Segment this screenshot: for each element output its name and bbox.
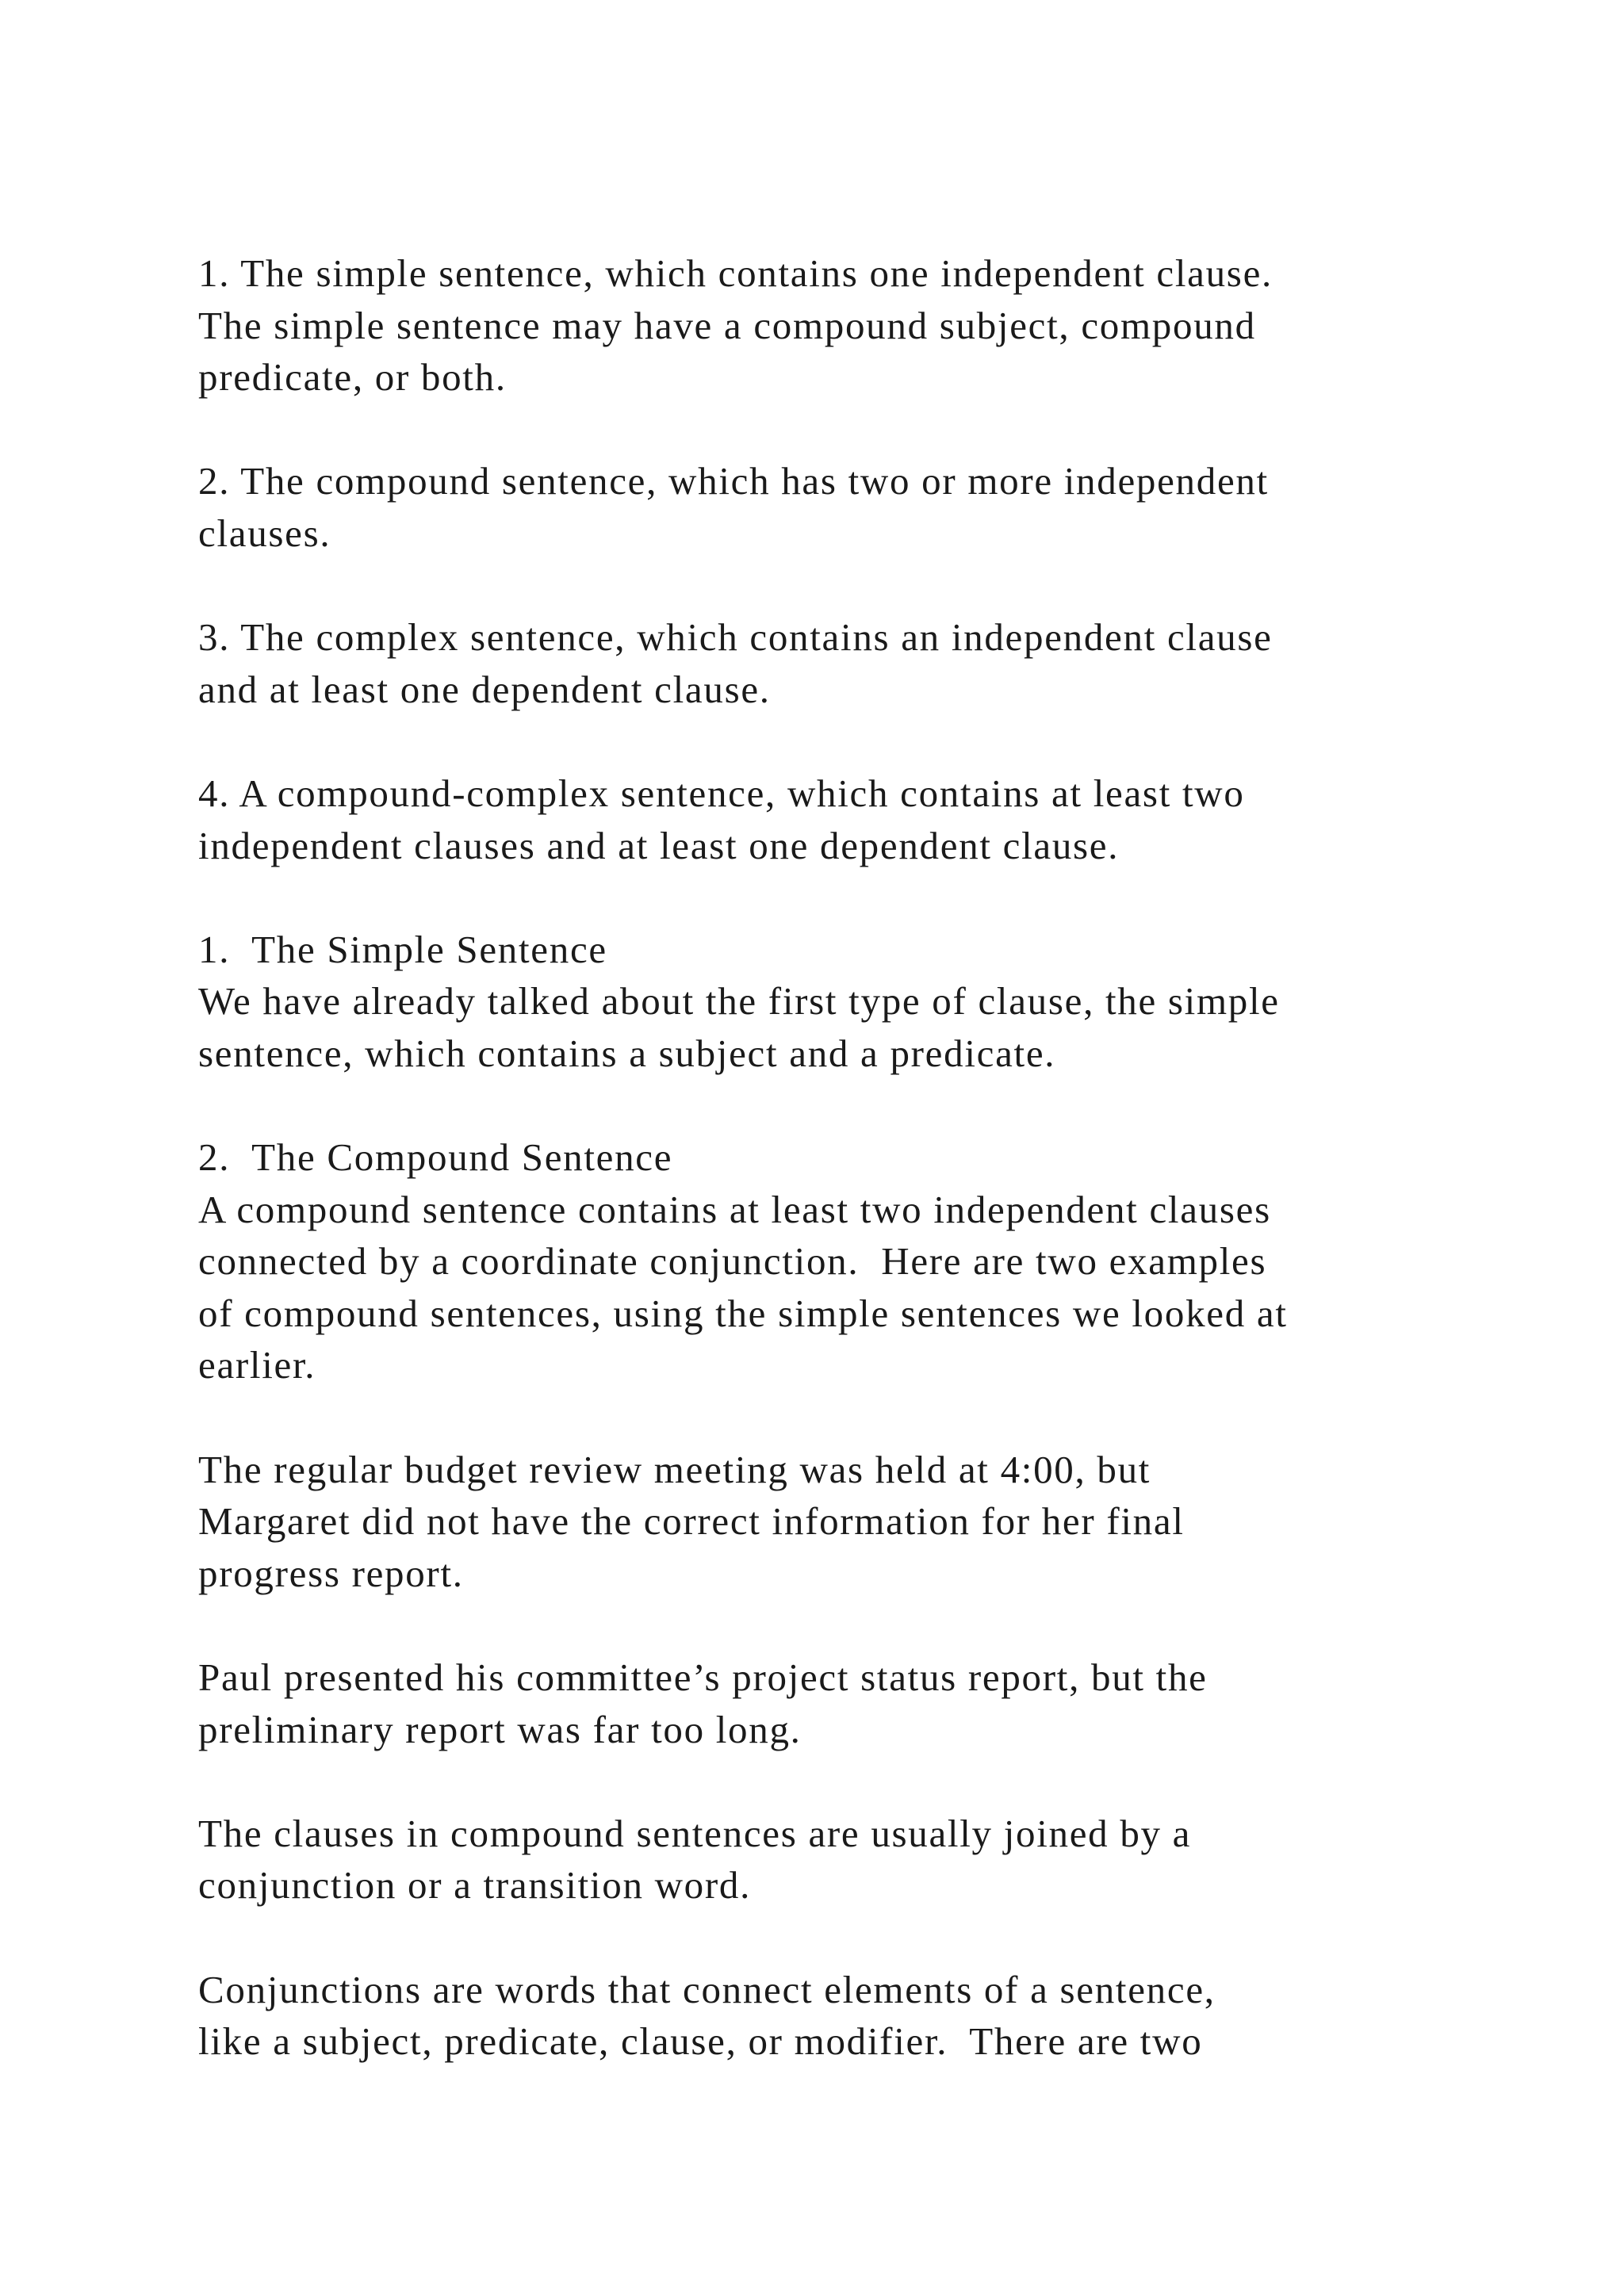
text-line: 1. The simple sentence, which contains one independent clause. — [198, 251, 1273, 295]
text-line: independent clauses and at least one dependent clause. — [198, 823, 1120, 867]
paragraph-sentence-type-2 — [198, 455, 1467, 559]
text-line: predicate, or both. — [198, 355, 507, 400]
text-line: connected by a coordinate conjunction. Here are two examples — [198, 1239, 1267, 1284]
text-line: 2. The compound sentence, which has two or more independent — [198, 459, 1269, 503]
text-line: The simple sentence may have a compound subject, compound — [198, 303, 1256, 347]
text-line: and at least one dependent clause. — [198, 667, 771, 711]
text-line: The clauses in compound sentences are usually joined by a — [198, 1811, 1192, 1855]
text-line: Conjunctions are words that connect elements of a sentence, — [198, 1967, 1216, 2011]
example-paragraph-2 — [198, 1651, 1467, 1755]
paragraph-conjunctions — [198, 1964, 1467, 2068]
section-compound-sentence — [198, 1131, 1467, 1391]
section-heading: 2. The Compound Sentence — [198, 1135, 673, 1180]
text-line: 4. A compound-complex sentence, which contains at least two — [198, 771, 1245, 815]
text-line: conjunction or a transition word. — [198, 1863, 752, 1908]
paragraph-sentence-type-1 — [198, 247, 1467, 404]
text-line: progress report. — [198, 1551, 464, 1595]
document-body — [198, 247, 1467, 2119]
text-line: earlier. — [198, 1343, 316, 1387]
text-line: We have already talked about the first type of clause, the simple — [198, 979, 1280, 1024]
text-line: like a subject, predicate, clause, or modifier. There are two — [198, 2019, 1203, 2064]
text-line: of compound sentences, using the simple sentences we looked at — [198, 1291, 1288, 1335]
text-line: clauses. — [198, 511, 331, 555]
text-line: A compound sentence contains at least two independent clauses — [198, 1187, 1271, 1231]
text-line: Paul presented his committee’s project status report, but the — [198, 1655, 1208, 1700]
paragraph-sentence-type-4 — [198, 767, 1467, 871]
section-heading: 1. The Simple Sentence — [198, 927, 607, 971]
text-line: sentence, which contains a subject and a predicate. — [198, 1031, 1056, 1075]
paragraph-sentence-type-3 — [198, 611, 1467, 715]
text-line: The regular budget review meeting was held at 4:00, but — [198, 1447, 1151, 1491]
paragraph-clauses-joined — [198, 1808, 1467, 1911]
text-line: Margaret did not have the correct information for her final — [198, 1499, 1185, 1544]
example-paragraph-1 — [198, 1444, 1467, 1600]
text-line: 3. The complex sentence, which contains an independent clause — [198, 615, 1273, 660]
text-line: preliminary report was far too long. — [198, 1707, 802, 1751]
section-simple-sentence — [198, 924, 1467, 1080]
